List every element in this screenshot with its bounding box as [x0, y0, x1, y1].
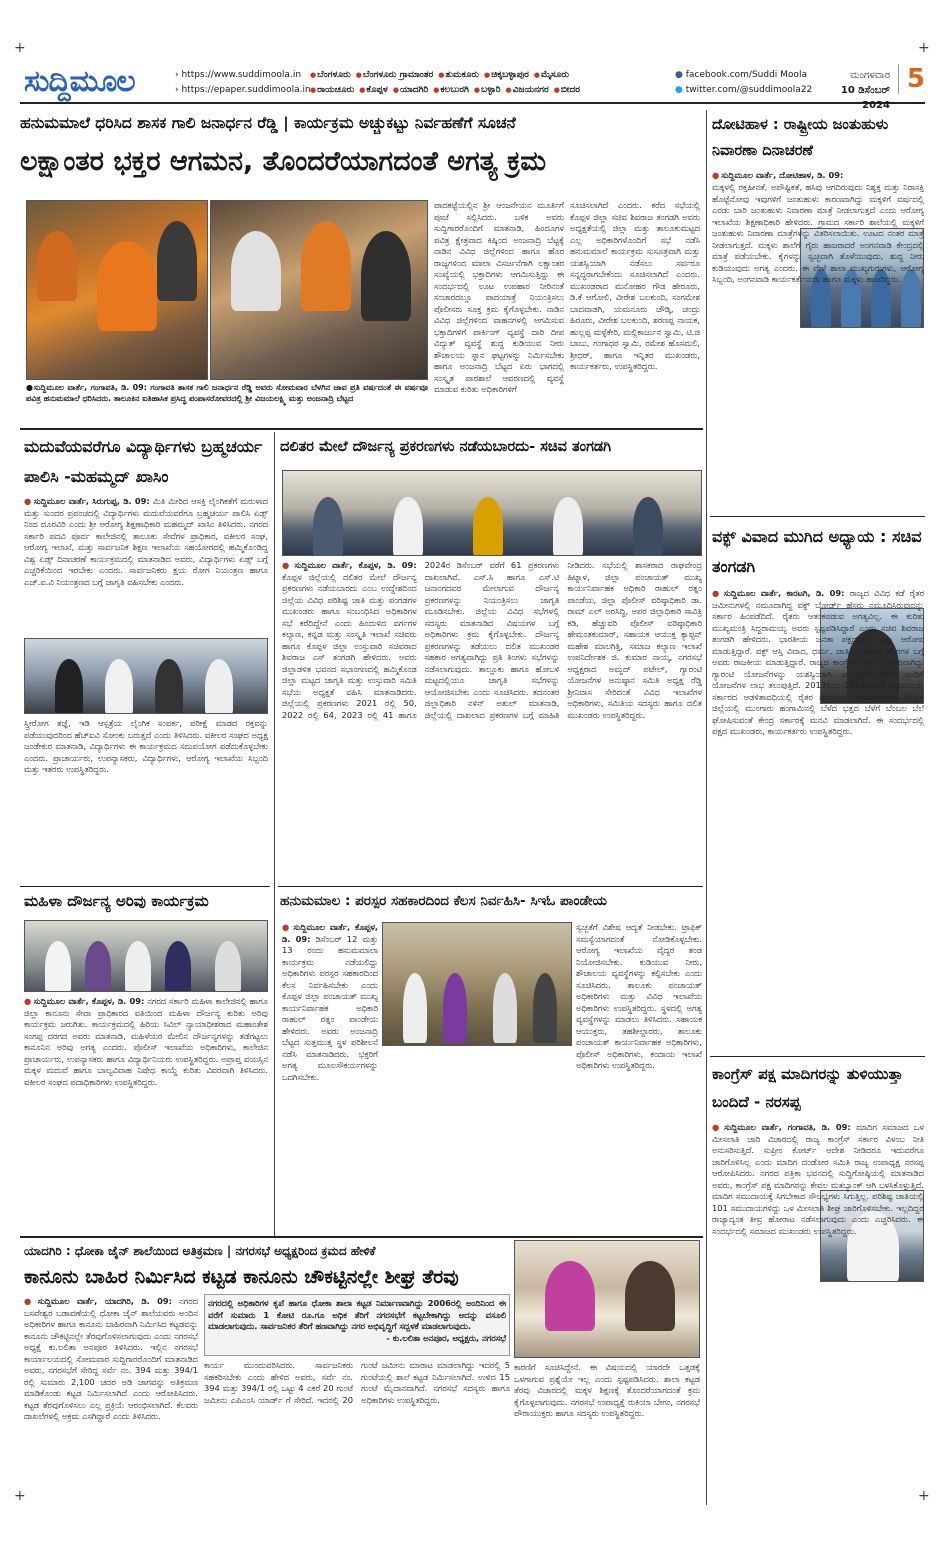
date-block: [810, 68, 890, 113]
brahmacharya-body-2: ಸ್ತ್ರೀರೋಗ ತಜ್ಞೆ, ಇಡಿ ಆಸ್ಪತ್ರೆಯ ಲೈಂಗಿಕ ಸಂಪರ್ಕ, ಪರೀಕ್ಷೆ ಮಾಡದ ರಕ್ತವನ್ನು ಪಡೆಯುವುದರಿಂದ ಹೆಚ್ಐವಿ ಸೋಂಕು ಬರುತ್ತದೆ ಎಂದು ತಿಳಿಸಿದರು. ವಕೀಲರ ಸಂಘದ ಅಧ್ಯಕ್ಷ ಜಂಡೇಕುರ ಮಾತನಾಡಿ, ವಿದ್ಯಾರ್ಥಿಗಳು ಈ ಕಾರ್ಯಕ್ರಮದ ಸದುಪಯೋಗ ಪಡೆದುಕೊಳ್ಳಬೇಕು ಎಂದರು. ಪ್ರಾಚಾರ್ಯರು, ಉಪನ್ಯಾಸಕರು, ವಿದ್ಯಾರ್ಥಿಗಳು, ಆರೋಗ್ಯ ಇಲಾಖೆಯ ಸಿಬ್ಬಂದಿ ಮತ್ತು ಇತರರು ಉಪಸ್ಥಿತರಿದ್ದರು.: [24, 718, 268, 774]
waqf-headline: ವಕ್ಫ್ ವಿವಾದ ಮುಗಿದ ಅಧ್ಯಾಯ : ಸಚಿವ ತಂಗಡಗಿ: [712, 527, 922, 576]
city: ● ಬೆಂಗಳೂರು: [310, 70, 351, 80]
mahila-headline: ಮಹಿಳಾ ದೌರ್ಜನ್ಯ ಅರಿವು ಕಾರ್ಯಕ್ರಮ: [24, 892, 209, 910]
lead-headline: ಲಕ್ಷಾಂತರ ಭಕ್ತರ ಆಗಮನ, ತೊಂದರೆಯಾಗದಂತೆ ಅಗತ್ಯ ಕ್ರಮ: [20, 146, 547, 177]
yadgir-quote-credit: - ಕು.ಲಲಿತಾ ಅನಪೂರ, ಅಧ್ಯಕ್ಷರು, ನಗರಸಭೆ: [386, 1332, 506, 1343]
website-link[interactable]: › https://www.suddimoola.in: [175, 70, 302, 80]
city-row-1: [310, 68, 670, 83]
yadgir-quote: ನಗರದಲ್ಲಿ ಅಧಿಕಾರಿಗಳ ಕೃಪೆ ಹಾಗೂ ಧೋಕಾ ಶಾಲಾ ಕಟ್ಟಡ ನಿರ್ಮಾಣವಾಗಿದ್ದು 2006ರಲ್ಲಿ ಅಂದಿನಿಂದ ಈ ವರೆಗೆ ಸುಮಾರು 1 ಕೋಟಿ ರೂ.ಗೂ ಅಧಿಕ ತೆರಿಗೆ ನಗರಸಭೆಗೆ ಕಟ್ಟಬೇಕಾಗಿದ್ದು ಅದನ್ನು ವಸೂಲಿ ಮಾಡಲಾಗುವುದು. ಸಾರ್ವಜನಿಕರ ತೆರಿಗೆ ಹಣವಾಗಿದ್ದು ನಗರ ಅಭಿವೃದ್ಧಿಗೆ ಸದ್ಬಳಕೆ ಮಾಡಲಾಗುವುದು. - ಕು.ಲಲಿತಾ ಅನಪೂರ, ಅಧ್ಯಕ್ಷರು, ನಗರಸಭೆ: [204, 1294, 510, 1356]
yadgir-body-1: ● ಸುದ್ದಿಮೂಲ ವಾರ್ತೆ, ಯಾದಗಿರಿ, ಡಿ. 09: ನಗರದ ಬಸವೇಶ್ವರ ಬಡಾವಣೆಯಲ್ಲಿ ಧೋಕಾ ಜೈನ್ ಶಾಲೆಯವರು ಅಂದಿನ ಅಧಿಕಾರಿಗಳ ಹಾಗೂ ಕಾನೂನು ಬಾಹಿರವಾಗಿ ನಿರ್ಮಿಸಿದ ಕಟ್ಟಡವನ್ನು ಕಾನೂನು ಚೌಕಟ್ಟಿನಲ್ಲೇ ತೆರವುಗೊಳಿಸಲಾಗುವುದು ಎಂದು ನಗರಸಭೆ ಅಧ್ಯಕ್ಷೆ ಕು.ಲಲಿತಾ ಅನಪೂರ ತಿಳಿಸಿದರು. ಇಲ್ಲಿನ ನಗರಸಭೆ ಕಾರ್ಯಾಲಯದಲ್ಲಿ ಸೋಮವಾರ ಸುದ್ದಿಗಾರರೊಂದಿಗೆ ಮಾತನಾಡಿದ ಅವರು, ನಗರಸಭೆಗೆ ಸೇರಿದ್ದ ಸರ್ವೆ ನಂ. 394 ಮತ್ತು 394/1 ರಲ್ಲಿ ಸುಮಾರು 2,100 ಚದರ ಅಡಿ ಜಾಗವನ್ನು ಅತಿಕ್ರಮಣ ಮಾಡಿಕೊಂಡು ಕಟ್ಟಡ ನಿರ್ಮಿಸಲಾಗಿದೆ ಎಂದು ಆರೋಪಿಸಿದರು. ಕಟ್ಟಡ ತೆರವುಗೊಳಿಸಲು ಎಲ್ಲ ಪ್ರಕ್ರಿಯೆ ಆರಂಭಿಸಲಾಗಿದೆ. ಕೆಲವರು ದಾಖಲೆಗಳಲ್ಲಿ ಅಕ್ರಮ ಎಸಗಿದ್ದಾರೆ ಎಂದು ತಿಳಿಸಿದರು.: [24, 1296, 198, 1502]
facebook-link[interactable]: ● facebook.com/Suddi Moola: [675, 70, 807, 80]
yadgir-body-3: ಕಾರಣಿಗೆ ಸೂಚಿಸಿದ್ದೇನೆ. ಈ ವಿಷಯದಲ್ಲಿ ಯಾರದೇ ಒತ್ತಡಕ್ಕೆ ಒಳಗಾಗುವ ಪ್ರಶ್ನೆಯೇ ಇಲ್ಲ ಎಂದು ಸ್ಪಷ್ಟಪಡಿಸಿದರು. ಶಾಲಾ ಕಟ್ಟಡ ತೆರವು ವಿಚಾರದಲ್ಲಿ ಮಕ್ಕಳ ಶಿಕ್ಷಣಕ್ಕೆ ತೊಂದರೆಯಾಗದಂತೆ ಕ್ರಮ ಕೈಗೊಳ್ಳಲಾಗುವುದು. ನಗರಸಭೆ ಉಪಾಧ್ಯಕ್ಷೆ ರುಕಿಯಾ ಬೇಗಂ, ನಗರಸಭೆ ಪೌರಾಯುಕ್ತರು ಹಾಗೂ ಸದಸ್ಯರು ಉಪಸ್ಥಿತರಿದ್ದರು.: [514, 1362, 700, 1418]
twitter-icon: ●: [675, 85, 683, 95]
city: ● ರಾಯಚೂರು: [310, 85, 354, 95]
crop-mark-tr: +: [918, 40, 930, 56]
yadgir-kicker: ಯಾದಗಿರಿ : ಧೋಕಾ ಜೈನ್ ಶಾಲೆಯಿಂದ ಅತಿಕ್ರಮಣ | ನಗರಸಭೆ ಅಧ್ಯಕ್ಷರಿಂದ ಕ್ರಮದ ಹೇಳಿಕೆ: [24, 1244, 376, 1258]
lead-photo: [26, 200, 208, 380]
masthead: [20, 60, 925, 111]
day: ಮಂಗಳವಾರ: [849, 70, 890, 81]
mahila-body: ● ಸುದ್ದಿಮೂಲ ವಾರ್ತೆ, ಕೊಪ್ಪಳ, ಡಿ. 09: ನಗರದ ಸರ್ಕಾರಿ ಮಹಿಳಾ ಕಾಲೇಜಿನಲ್ಲಿ ಹಾಗೂ ಜಿಲ್ಲಾ ಕಾನೂನು ಸೇವಾ ಪ್ರಾಧಿಕಾರದ ವತಿಯಿಂದ ಮಹಿಳಾ ದೌರ್ಜನ್ಯ ಕುರಿತು ಅರಿವು ಕಾರ್ಯಕ್ರಮ ಜರುಗಿತು. ಕಾರ್ಯಕ್ರಮದಲ್ಲಿ ಹಿರಿಯ ಸಿವಿಲ್ ನ್ಯಾಯಾಧೀಶರಾದ ಮಹಾಂತೇಶ ಸಂಗಪ್ಪ ದರಗದ ಅವರು ಮಾತನಾಡಿ, ಮಹಿಳೆಯರ ಮೇಲಿನ ದೌರ್ಜನ್ಯಗಳನ್ನು ತಡೆಗಟ್ಟಲು ಕಾನೂನಿನ ಅರಿವು ಅಗತ್ಯ ಎಂದರು. ಪೊಲೀಸ್ ಇಲಾಖೆಯ ಅಧಿಕಾರಿಗಳು, ಕಾಲೇಜಿನ ಪ್ರಾಚಾರ್ಯರು, ಉಪನ್ಯಾಸಕರು ಹಾಗೂ ವಿದ್ಯಾರ್ಥಿನಿಯರು ಉಪಸ್ಥಿತರಿದ್ದರು. ಅಪ್ರಾಪ್ತ ವಯಸ್ಸಿನ ಮಕ್ಕಳ ಮದುವೆ ಹಾಗೂ ಬಾಲ್ಯವಿವಾಹ ನಿಷೇಧ ಕಾಯ್ದೆ ಕುರಿತು ವಿವರವಾಗಿ ತಿಳಿಸಿದರು. ವಕೀಲರ ಸಂಘದ ಪದಾಧಿಕಾರಿಗಳು ಉಪಸ್ಥಿತರಿದ್ದರು.: [24, 996, 268, 1232]
dalit-body: ● ಸುದ್ದಿಮೂಲ ವಾರ್ತೆ, ಕೊಪ್ಪಳ, ಡಿ. 09: ಕೊಪ್ಪಳ ಜಿಲ್ಲೆಯಲ್ಲಿ ದಲಿತರ ಮೇಲೆ ದೌರ್ಜನ್ಯ ಪ್ರಕರಣಗಳು ನಡೆಯಬಾರದು ಎಂಬ ಉದ್ದೇಶದಿಂದ ಜಿಲ್ಲೆಯ ವಿವಿಧ ಪರಿಶಿಷ್ಟ ಜಾತಿ ಮತ್ತು ಪಂಗಡಗಳ ಮುಖಂಡರು ಹಾಗೂ ಸಂಬಂಧಿಸಿದ ಅಧಿಕಾರಿಗಳ ಸಭೆ ಕರೆದಿದ್ದೇನೆ ಎಂದು ಹಿಂದುಳಿದ ವರ್ಗಗಳ ಕಲ್ಯಾಣ, ಕನ್ನಡ ಮತ್ತು ಸಂಸ್ಕೃತಿ ಇಲಾಖೆ ಸಚಿವರು ಹಾಗೂ ಕೊಪ್ಪಳ ಜಿಲ್ಲಾ ಉಸ್ತುವಾರಿ ಸಚಿವರಾದ ಶಿವರಾಜ ಎಸ್ ತಂಗಡಗಿ ಹೇಳಿದರು. ಅವರು ಜಿಲ್ಲಾಡಳಿತ ಭವನದ ಸಭಾಂಗಣದಲ್ಲಿ ಹಮ್ಮಿಕೊಂಡ ಜಿಲ್ಲಾ ಮಟ್ಟದ ಜಾಗೃತಿ ಮತ್ತು ಉಸ್ತುವಾರಿ ಸಮಿತಿ ಸಭೆಯ ಅಧ್ಯಕ್ಷತೆ ವಹಿಸಿ ಮಾತನಾಡಿದರು. ಜಿಲ್ಲೆಯಲ್ಲಿ ಪ್ರಕರಣಗಳು 2021 ರಲ್ಲಿ 50, 2022 ರಲ್ಲಿ 64, 2023 ರಲ್ಲಿ 41 ಹಾಗೂ 2024ರ ಡಿಸೆಂಬರ್ ವರೆಗೆ 61 ಪ್ರಕರಣಗಳು ದಾಖಲಾಗಿವೆ. ಎಸ್.ಸಿ ಹಾಗೂ ಎಸ್.ಟಿ ಜನಾಂಗದವರ ಮೇಲಾಗುವ ದೌರ್ಜನ್ಯ ಪ್ರಕರಣಗಳನ್ನು ನಿಯಂತ್ರಿಸಲು ಜಾಗೃತಿ ಮೂಡಿಸಬೇಕು. ಜಿಲ್ಲೆಯ ವಿವಿಧ ಸಭೆಗಳಲ್ಲಿ ಸದಸ್ಯರು ಮಾತನಾಡಿದ ವಿಷಯಗಳ ಬಗ್ಗೆ ಅಧಿಕಾರಿಗಳು ಕ್ರಮ ಕೈಗೊಳ್ಳಬೇಕು. ದೌರ್ಜನ್ಯ ಪ್ರಕರಣಗಳನ್ನು ತಡೆಯಲು ದಲಿತ ಮುಖಂಡರ ಸಹಕಾರ ಅಗತ್ಯವಾಗಿದ್ದು ಪ್ರತಿ ತಿಂಗಳು ಸಭೆಗಳನ್ನು ನಡೆಸಲಾಗುವುದು. ತಾಲ್ಲೂಕು ಹಾಗೂ ಹೋಬಳಿ ಮಟ್ಟದಲ್ಲಿಯೂ ಜಾಗೃತಿ ಸಭೆಗಳನ್ನು ಆಯೋಜಿಸಬೇಕು ಎಂದು ಸೂಚಿಸಿದರು. ತದನಂತರ ಜಿಲ್ಲಾಧಿಕಾರಿ ನಳಿನ್ ಅತುಲ್ ಮಾತನಾಡಿ, ಜಿಲ್ಲೆಯಲ್ಲಿ ದಾಖಲಾದ ಪ್ರಕರಣಗಳ ಬಗ್ಗೆ ಮಾಹಿತಿ ನೀಡಿದರು. ಸಭೆಯಲ್ಲಿ ಶಾಸಕರಾದ ರಾಘವೇಂದ್ರ ಹಿಟ್ನಾಳ, ಜಿಲ್ಲಾ ಪಂಚಾಯತ್ ಮುಖ್ಯ ಕಾರ್ಯನಿರ್ವಾಹಕ ಅಧಿಕಾರಿ ರಾಹುಲ್ ರತ್ನಂ ಪಾಂಡೆಯ, ಜಿಲ್ಲಾ ಪೊಲೀಸ್ ವರಿಷ್ಠಾಧಿಕಾರಿ ಡಾ. ರಾಮ್ ಎಲ್ ಅರಸಿದ್ಧಿ, ಅಪರ ಜಿಲ್ಲಾಧಿಕಾರಿ ಸಾವಿತ್ರಿ ಕಡಿ, ಹೆಚ್ಚುವರಿ ಪೊಲೀಸ್ ವರಿಷ್ಠಾಧಿಕಾರಿ ಹೇಮಂತಕುಮಾರ್, ಸಹಾಯಕ ಆಯುಕ್ತ ಕ್ಯಾಪ್ಟನ್ ಮಹೇಶ ಮಾಲಗಿತ್ತಿ, ಸಮಾಜ ಕಲ್ಯಾಣ ಇಲಾಖೆ ಉಪನಿರ್ದೇಶಕ ಜಿ. ಕುಮಾರ ನಾಯ್ಕ, ನಗರಸಭೆ ಅಧ್ಯಕ್ಷರಾದ ಅಮ್ಜದ್ ಪಟೇಲ್, ಗ್ಯಾರಂಟಿ ಯೋಜನೆಗಳ ಅನುಷ್ಠಾನ ಸಮಿತಿ ಅಧ್ಯಕ್ಷ ರೆಡ್ಡಿ ಶ್ರೀನಿವಾಸ ಸೇರಿದಂತೆ ವಿವಿಧ ಇಲಾಖೆಗಳ ಅಧಿಕಾರಿಗಳು, ಸಮಿತಿಯ ಸದಸ್ಯರು ಹಾಗೂ ದಲಿತ ಮುಖಂಡರು ಉಪಸ್ಥಿತರಿದ್ದರು.: [282, 560, 702, 880]
lead-body-col2: ಸೂಚಿಸಲಾಗಿದೆ ಎಂದರು. ಕರೆದ ಸಭೆಯಲ್ಲಿ ಕೊಪ್ಪಳ ಜಿಲ್ಲಾ ಸಚಿವ ಶಿವರಾಜ ತಂಗಡಗಿ ಅವರು ಅಧ್ಯಕ್ಷತೆಯಲ್ಲಿ ಜಿಲ್ಲಾ ಮತ್ತು ತಾಲೂಕುಮಟ್ಟದ ಎಲ್ಲ ಅಧಿಕಾರಿಗಳೊಂದಿಗೆ ಸಭೆ ನಡೆಸಿ ಹನುಮಮಾಲೆ ಕಾರ್ಯಕ್ರಮ ಸುಸೂತ್ರವಾಗಿ ಮತ್ತು ಯಶಸ್ವಿಯಾಗಿ ನಡೆಸಲು ಸರ್ವರೂ ಸನ್ನದ್ಧರಾಗಬೇಕೆಂದು ಸೂಚಿಸಲಾಗಿದೆ ಎಂದರು. ಮುಖಂಡರಾದ ಮನೋಹರ ಗೌಡ ಹೇರೂರು, ಡಿ.ಕೆ ಆಗೋಲಿ, ವೀರೇಶ ಬಲಕುಂದಿ, ಸಂಗಮೇಶ ಬಾದವಾಡಗಿ, ಯಮನೂರು ಚೌಡ್ಕಿ, ಚಂದ್ರು ಹಿರೂರು, ವೀರೇಶ ಬಲಕುಂದಿ, ಶರಣಪ್ಪ ನಾಯಕ, ಹುಲ್ಲಪ್ಪ ಮಳ್ಳೆಕೇರಿ, ಮಲ್ಲಿಕಾರ್ಜುನ ಸ್ವಾಮಿ, ಟಿ.ಜಿ ಬಾಬು, ಗಂಗಾಧರ ಸ್ವಾಮಿ, ರಮೇಶ ಹೊಸಮಲಿ, ಶ್ರೀಧರ್, ಹಾಗೂ ಇನ್ನಿತರ ಮುಖಂಡರು, ಕಾರ್ಯಕರ್ತರು, ಉಪಸ್ಥಿತರಿದ್ದರು.: [570, 200, 700, 371]
brahmacharya-photo: [24, 638, 268, 714]
city: ● ಯಾದಗಿರಿ: [393, 85, 428, 95]
hanumamale-photo: [382, 922, 572, 1046]
city-list: [310, 68, 670, 98]
lead-kicker: ಹನುಮಮಾಲೆ ಧರಿಸಿದ ಶಾಸಕ ಗಾಲಿ ಜನಾರ್ಧನ ರೆಡ್ಡಿ | ಕಾರ್ಯಕ್ರಮ ಅಚ್ಚುಕಟ್ಟು ನಿರ್ವಹಣೆಗೆ ಸೂಚನೆ: [20, 114, 516, 132]
brahmacharya-body-1: ● ಸುದ್ದಿಮೂಲ ವಾರ್ತೆ, ಸಿರುಗುಪ್ಪ, ಡಿ. 09: ಮಿತಿ ಮೀರಿದ ಆಸಕ್ತಿ ಲೈಂಗಿಕತೆಗೆ ಮರುಳಾದ ಮತ್ತು ಸುಂದರ ಪ್ರಪಂಚದಲ್ಲಿ ವಿದ್ಯಾರ್ಥಿಗಳು ಮದುವೆಯವರೆಗೂ ಬ್ರಹ್ಮಚರ್ಯ ಪಾಲಿಸಿ ಏಡ್ಸ್ ನಿಂದ ದೂರವಿರಿ ಎಂದು ಶ್ರೀ ಆರೋಗ್ಯ ಶಿಕ್ಷಣಾಧಿಕಾರಿ ಮಹಮ್ಮದ್ ಖಾಸಿಂ ತಿಳಿಸಿದರು. ನಗರದ ಸರ್ಕಾರಿ ಪದವಿ ಪೂರ್ವ ಕಾಲೇಜಿನಲ್ಲಿ ತಾಲೂಕು ಸೇವೆಗಳ ಪ್ರಾಧಿಕಾರ, ವಕೀಲರ ಸಂಘ, ಆರೋಗ್ಯ ಇಲಾಖೆ, ಮತ್ತು ಸಾರ್ವಜನಿಕ ಶಿಕ್ಷಣ ಇಲಾಖೆಯ ಸಹಯೋಗದಲ್ಲಿ ಹಮ್ಮಿಕೊಂಡಿದ್ದ ವಿಶ್ವ ಏಡ್ಸ್ ದಿನಾಚರಣೆ ಕಾರ್ಯಕ್ರಮದಲ್ಲಿ ಮಾತನಾಡಿದ ಅವರು, ವಿದ್ಯಾರ್ಥಿಗಳು ಏಡ್ಸ್ ಬಗ್ಗೆ ಎಚ್ಚರಿಕೆಯಿಂದ ಇರಬೇಕು ಎಂದರು. ಸಾರ್ವಜನಿಕರು ಕ್ಷಯ ರೋಗ ನಿಯಂತ್ರಣ ಹಾಗೂ ಎಚ್.ಐ.ವಿ ನಿಯಂತ್ರಣದ ಬಗ್ಗೆ ಜಾಗೃತಿ ವಹಿಸಬೇಕು ಎಂದರು.: [24, 496, 268, 632]
lead-body-col1: ಪಾದಕಟ್ಟೆಯಲ್ಲಿನ ಶ್ರೀ ಆಂಜನೇಯನ ಮೂರ್ತಿಗೆ ಪೂಜೆ ಸಲ್ಲಿಸಿದರು. ಬಳಿಕ ಅವರು ಸುದ್ದಿಗಾರರೊಂದಿಗೆ ಮಾತನಾಡಿ, ಹಿಂದೂಗಳ ಪವಿತ್ರ ಕ್ಷೇತ್ರವಾದ ಕಿಷ್ಕಿಂದ ಅಂಜನಾದ್ರಿ ಬೆಟ್ಟಕ್ಕೆ ನಾಡಿನ ವಿವಿಧ ಜಿಲ್ಲೆಗಳಿಂದ ಹಾಗೂ ಹೊರ ರಾಜ್ಯಗಳಿಂದ ಮಾಲಾ ವಿಸರ್ಜನೆಗಾಗಿ ಲಕ್ಷಾಂತರ ಸಂಖ್ಯೆಯಲ್ಲಿ ಭಕ್ತಾದಿಗಳು ಆಗಮಿಸುತ್ತಿದ್ದು ಈ ಸಂದರ್ಭದಲ್ಲಿ ಊಟ ಉಪಹಾರ ನೀರಿನಂತೆ ಸಂಚಾರದಲ್ಲೂ ಪಾದಯಾತ್ರೆ ನಿಯಂತ್ರಿಸಲು ಪೊಲೀಸರು ಸೂಕ್ತ ಕ್ರಮ ಕೈಗೊಳ್ಳಬೇಕು. ನಾಡಿನ ವಿವಿಧ ಜಿಲ್ಲೆಗಳಿಂದ ವಾಹನಗಳಲ್ಲಿ ಆಗಮಿಸುವ ಭಕ್ತಾದಿಗಳಿಗೆ ಪಾರ್ಕಿಂಗ್ ವ್ಯವಸ್ಥೆ ದಾರಿ ದೀಪ ವಿದ್ಯುತ್ ವ್ಯವಸ್ಥೆ ಶುದ್ಧ ಕುಡಿಯುವ ನೀರು ಶೌಚಾಲಯ ಸ್ನಾನ ಘಟ್ಟಗಳನ್ನು ನಿರ್ಮಿಸಬೇಕು ಹಾಗೂ ಅಂಜನಾದ್ರಿ ಬೆಟ್ಟದ ಏರು ಭಾಗದಲ್ಲಿ ಸಂಸ್ಕೃತ ಪಾಠಶಾಲೆ ಆವರಣದಲ್ಲಿ ವ್ಯವಸ್ಥೆ ಮಾಡುವ ಕುರಿತು ಅಧಿಕಾರಿಗಳಿಗೆ: [434, 200, 564, 394]
crop-mark-tl: +: [14, 40, 26, 56]
page-number: 5: [898, 64, 925, 94]
dalit-headline: ದಲಿತರ ಮೇಲೆ ದೌರ್ಜನ್ಯ ಪ್ರಕರಣಗಳು ನಡೆಯಬಾರದು- ಸಚಿವ ತಂಗಡಗಿ: [280, 439, 612, 455]
hanumamale-body-1: ● ಸುದ್ದಿಮೂಲ ವಾರ್ತೆ, ಕೊಪ್ಪಳ, ಡಿ. 09: ಡಿಸೆಂಬರ್ 12 ಮತ್ತು 13 ರಂದು ಹನುಮಮಾಲಾ ಕಾರ್ಯಕ್ರಮ ನಡೆಯಲಿದ್ದು ಅಧಿಕಾರಿಗಳು ಪರಸ್ಪರ ಸಹಕಾರದಿಂದ ಕೆಲಸ ನಿರ್ವಹಿಸಬೇಕು ಎಂದು ಕೊಪ್ಪಳ ಜಿಲ್ಲಾ ಪಂಚಾಯತ್ ಮುಖ್ಯ ಕಾರ್ಯನಿರ್ವಾಹಕ ಅಧಿಕಾರಿ ರಾಹುಲ್ ರತ್ನಂ ಪಾಂಡೇಯ ಹೇಳಿದರು. ಅವರು ಅಂಜನಾದ್ರಿ ಬೆಟ್ಟದ ಸುತ್ತಮುತ್ತ ಸ್ಥಳ ಪರಿಶೀಲನೆ ನಡೆಸಿ ಮಾತನಾಡಿದರು. ಭಕ್ತರಿಗೆ ಅಗತ್ಯ ಮೂಲಸೌಕರ್ಯಗಳನ್ನು ಒದಗಿಸಬೇಕು.: [282, 922, 378, 1232]
city-row-2: [310, 83, 670, 98]
hanumamale-body-2: ಸ್ವಚ್ಛತೆಗೆ ವಿಶೇಷ ಆದ್ಯತೆ ನೀಡಬೇಕು. ಟ್ರಾಫಿಕ್ ಸಮಸ್ಯೆಯಾಗದಂತೆ ನೋಡಿಕೊಳ್ಳಬೇಕು. ಆರೋಗ್ಯ ಇಲಾಖೆಯ ವೈದ್ಯರ ತಂಡ ನಿಯೋಜಿಸಬೇಕು. ಕುಡಿಯುವ ನೀರು, ಶೌಚಾಲಯ ವ್ಯವಸ್ಥೆಗಳನ್ನು ಕಲ್ಪಿಸಬೇಕು ಎಂದು ಸೂಚಿಸಿದರು. ತಾಲೂಕು ಪಂಚಾಯತ್ ಅಧಿಕಾರಿಗಳು ಮತ್ತು ವಿವಿಧ ಇಲಾಖೆಯ ಅಧಿಕಾರಿಗಳು ಉಪಸ್ಥಿತರಿದ್ದರು. ಸ್ಥಳದಲ್ಲಿ ಅಗತ್ಯ ವ್ಯವಸ್ಥೆಗಳನ್ನು ಮಾಡಲು ತಿಳಿಸಿದರು. ಸಹಾಯಕ ಆಯುಕ್ತರು, ತಹಶೀಲ್ದಾರರು, ತಾಲೂಕು ಪಂಚಾಯತ್ ಕಾರ್ಯನಿರ್ವಾಹಕ ಅಧಿಕಾರಿಗಳು, ಪೊಲೀಸ್ ಅಧಿಕಾರಿಗಳು, ಕಂದಾಯ ಇಲಾಖೆ ಅಧಿಕಾರಿಗಳು ಉಪಸ್ಥಿತರಿದ್ದರು.: [576, 922, 702, 1070]
date: 10 ಡಿಸೆಂಬರ್ 2024: [840, 85, 890, 111]
dalit-photo: [282, 470, 702, 556]
city: ● ತುಮಕೂರು: [438, 70, 479, 80]
brahmacharya-headline: ಮದುವೆಯವರೆಗೂ ವಿದ್ಯಾರ್ಥಿಗಳು ಬ್ರಹ್ಮಚರ್ಯ ಪಾಲಿಸಿ -ಮಹಮ್ಮದ್ ಖಾಸಿಂ: [24, 437, 263, 486]
city: ● ಬೆಂಗಳೂರು ಗ್ರಾಮಾಂತರ: [356, 70, 434, 80]
city: ● ಬೀದರ: [554, 85, 580, 95]
city: ● ಚಿಕ್ಕಬಳ್ಳಾಪುರ: [484, 70, 529, 80]
masthead-urls: [175, 68, 311, 98]
lead-caption: ●ಸುದ್ದಿಮೂಲ ವಾರ್ತೆ, ಗಂಗಾವತಿ, ಡಿ. 09: ಗಂಗಾವತಿ ಶಾಸಕ ಗಾಲಿ ಜನಾರ್ಧನ ರೆಡ್ಡಿ ಅವರು ಸೋಮವಾರ ಬೆಳಗಿನ ಜಾವ ಪ್ರತಿ ವರ್ಷದಂತೆ ಈ ವರ್ಷವೂ ಪವಿತ್ರ ಹನುಮಮಾಲೆ ಧರಿಸಿದರು. ತಾಲೂಕಿನ ಐತಿಹಾಸಿಕ ಪ್ರಸಿದ್ಧ ಪಂಪಾಸರೋವರದಲ್ಲಿ ಶ್ರೀ ವಿಜಯಲಕ್ಷ್ಮಿ ಮತ್ತು ಅಂಜನಾದ್ರಿ ಬೆಟ್ಟದ: [26, 383, 428, 403]
yadgir-photo: [514, 1240, 700, 1358]
yadgir-headline: ಕಾನೂನು ಬಾಹಿರ ನಿರ್ಮಿಸಿದ ಕಟ್ಟಡ ಕಾನೂನು ಚೌಕಟ್ಟಿನಲ್ಲೇ ಶೀಘ್ರ ತೆರವು: [24, 1266, 459, 1288]
hanumamale-headline: ಹನುಮಮಾಲ : ಪರಸ್ಪರ ಸಹಕಾರದಿಂದ ಕೆಲಸ ನಿರ್ವಹಿಸಿ- ಸಿಇಓ ಪಾಂಡೇಯ: [280, 893, 607, 909]
lead-photo-2: [210, 200, 428, 380]
crop-mark-bl: +: [14, 1488, 26, 1504]
city: ● ಬಳ್ಳಾರಿ: [474, 85, 501, 95]
city: ● ಕಲಬುರಗಿ: [433, 85, 469, 95]
yadgir-body-2: ಕಾರ್ಯ ಮುಂದುವರಿಸಿದರು. ಸಾರ್ವಜನಿಕರು ಸಹಕರಿಸಬೇಕು ಎಂದು ಹೇಳಿದ ಅವರು, ಸರ್ವೆ ನಂ. 394 ಮತ್ತು 394/1 ರಲ್ಲಿ ಒಟ್ಟು 4 ಎಕರೆ 20 ಗುಂಟೆ ಜಮೀನು ಎಪಿಎಂಸಿ ಯಾರ್ಡ್ ಗೆ ಸೇರಿದೆ. ಇದರಲ್ಲಿ 20 ಗುಂಟೆ ಜಮೀನು ಮಾರಾಟ ಮಾಡಲಾಗಿದ್ದು ಇದರಲ್ಲಿ 5 ಗುಂಟೆಯಲ್ಲಿ ಶಾಲೆ ಕಟ್ಟಡ ನಿರ್ಮಿಸಲಾಗಿದೆ. ಉಳಿದ 15 ಗುಂಟೆ ಮೈದಾನವಾಗಿದೆ. ನಗರಸಭೆ ಸದಸ್ಯರು ಹಾಗೂ ಅಧಿಕಾರಿಗಳು ಉಪಸ್ಥಿತರಿದ್ದರು.: [204, 1360, 510, 1405]
dotihal-headline: ದೋಟಿಹಾಳ : ರಾಷ್ಟ್ರೀಯ ಜಂತುಹುಳು ನಿವಾರಣಾ ದಿನಾಚರಣೆ: [712, 117, 889, 159]
epaper-link[interactable]: › https://epaper.suddimoola.in: [175, 85, 311, 95]
facebook-icon: ●: [675, 70, 683, 80]
newspaper-page: [20, 60, 925, 1505]
dotihal-body-top: ● ಸುದ್ದಿಮೂಲ ವಾರ್ತೆ, ದೋಟಿಹಾಳ, ಡಿ. 09:: [712, 170, 924, 226]
city: ● ಕೊಪ್ಪಳ: [359, 85, 388, 95]
mahila-photo: [24, 920, 268, 992]
social-links: [675, 68, 812, 98]
city: ● ವಿಜಯನಗರ: [505, 85, 548, 95]
waqf-body: ● ಸುದ್ದಿಮೂಲ ವಾರ್ತೆ, ಕಾರಟಗಿ, ಡಿ. 09: ರಾಜ್ಯದ ವಿವಿಧ ಕಡೆ ರೈತರ ಜಮೀನುಗಳಲ್ಲಿ ನಮೂದಾಗಿದ್ದ ವಕ್ಫ್ ಬೋರ್ಡ್ ಹೆಸರು ನಮೂದಿಸಿರುವುದನ್ನು ಸರ್ಕಾರ ಹಿಂಪಡೆದಿದೆ. ರೈತರು ಆತಂಕಪಡುವ ಅಗತ್ಯವಿಲ್ಲ. ಈ ಕುರಿತು ಮುಖ್ಯಮಂತ್ರಿ ಸಿದ್ದರಾಮಯ್ಯ ಅವರು ಸ್ಪಷ್ಟಪಡಿಸಿದ್ದಾರೆ ಎಂದು ಸಚಿವ ಶಿವರಾಜ ತಂಗಡಗಿ ಹೇಳಿದರು. ಭಾರತೀಯ ಜನತಾ ಪಕ್ಷದವರು ಸುಳ್ಳು ಆರೋಪ ಮಾಡುತ್ತಿದ್ದಾರೆ. ವಕ್ಫ್ ಆಸ್ತಿ ವಿವಾದ, ಧರ್ಮ, ಜಾತಿ, ದೇವಸ್ಥಾನ, ಮಠಗಳ ಬಗ್ಗೆ ಅವರು ರಾಜಕೀಯ ಮಾಡುತ್ತಿದ್ದಾರೆ. ರಾಜ್ಯದ ಕಾಂಗ್ರೆಸ್ ಸರ್ಕಾರ ಜನಪರವಾಗಿದ್ದು ಗ್ಯಾರಂಟಿ ಯೋಜನೆಗಳನ್ನು ಯಶಸ್ವಿಯಾಗಿ ಅನುಷ್ಠಾನಗೊಳಿಸಿದೆ. ಜನರಿಗೆ ಯೋಜನೆಗಳ ಲಾಭ ತಲುಪುತ್ತಿದೆ. 2013ರಿಂದ 2018ರವರೆಗೆ ಸಿದ್ದರಾಮಯ್ಯ ಸರ್ಕಾರದ ಆಡಳಿತಾವಧಿಯಲ್ಲಿ ರೈತರ ಸಾಲಮನ್ನಾ ಮಾಡಲಾಯಿತು. ಕೊಪ್ಪಳ ಜಿಲ್ಲೆಯಲ್ಲಿ ಮುಂಗಾರು ಹಂಗಾಮಿನಲ್ಲಿ ಬೆಳೆದ ಭತ್ತದ ಬೆಳೆಗೆ ಬೆಂಬಲ ಬೆಲೆ ಘೋಷಿಸುವಂತೆ ಕೇಂದ್ರ ಸರ್ಕಾರಕ್ಕೆ ಮನವಿ ಮಾಡಲಾಗಿದೆ. ಈ ಸಂದರ್ಭದಲ್ಲಿ ಪಕ್ಷದ ಮುಖಂಡರು, ಕಾರ್ಯಕರ್ತರು ಉಪಸ್ಥಿತರಿದ್ದರು.: [712, 588, 924, 1050]
logo: ಸುದ್ದಿಮೂಲ: [24, 64, 135, 99]
dotihal-body: ಮಕ್ಕಳಲ್ಲಿ ರಕ್ತಹೀನತೆ, ಅಪೌಷ್ಟಿಕತೆ, ಹಸಿವು ಆಗದಿರುವುದು ನಿಶ್ಯಕ್ತ ಮತ್ತು ನಿರಾಸಕ್ತಿ ಹೊಟ್ಟೆನೋವು ಇವುಗಳಿಗೆ ಜಂತುಹುಳು ಕಾರಣವಾಗಿದ್ದು ಮಕ್ಕಳಿಗೆ ವರ್ಷದಲ್ಲಿ ಎರಡು ಬಾರಿ ಜಂತುಹುಳು ನಿವಾರಣಾ ಮಾತ್ರೆ ನೀಡಲಾಗುತ್ತದೆ ಎಂದು ಆರೋಗ್ಯ ಇಲಾಖೆಯ ಶಿಕ್ಷಣಾಧಿಕಾರಿ ಹೇಳಿದರು. ಗ್ರಾಮದ ಸರ್ಕಾರಿ ಶಾಲೆಯಲ್ಲಿ ಮಕ್ಕಳಿಗೆ ಜಂತುಹುಳು ನಿವಾರಣಾ ಮಾತ್ರೆಗಳನ್ನು ವಿತರಿಸಲಾಯಿತು. ಊಟದ ನಂತರ ಮಾತ್ರೆ ನೀಡಲಾಗುತ್ತದೆ. ಮಕ್ಕಳು ಶಾಲೆಗೆ ಗೈರು ಹಾಜರಾದರೆ ಅಂಗನವಾಡಿ ಕೇಂದ್ರದಲ್ಲಿ ಮಾತ್ರೆ ಪಡೆಯಬೇಕು. ಕೈಗಳನ್ನು ಸ್ವಚ್ಛವಾಗಿ ತೊಳೆಯುವುದು, ಶುದ್ಧ ನೀರು ಕುಡಿಯುವುದು ಅಗತ್ಯ ಎಂದರು. ಈ ವೇಳೆ ಶಾಲಾ ಮುಖ್ಯಗುರುಗಳು, ಆರೋಗ್ಯ ಸಿಬ್ಬಂದಿ, ಅಂಗನವಾಡಿ ಕಾರ್ಯಕರ್ತೆಯರು ಹಾಗೂ ಮಕ್ಕಳು ಹಾಜರಿದ್ದರು.: [712, 182, 924, 284]
congress-body: ● ಸುದ್ದಿಮೂಲ ವಾರ್ತೆ, ಗಂಗಾವತಿ, ಡಿ. 09: ಮಾದಿಗ ಸಮಾಜದ ಒಳ ಮೀಸಲಾತಿ ಜಾರಿ ವಿಚಾರದಲ್ಲಿ ರಾಜ್ಯ ಕಾಂಗ್ರೆಸ್ ಸರ್ಕಾರ ವಿಳಂಬ ನೀತಿ ಅನುಸರಿಸುತ್ತಿದೆ. ಸುಪ್ರೀಂ ಕೋರ್ಟ್ ಆದೇಶ ನೀಡಿದರೂ ಇದುವರೆಗೂ ಜಾರಿಗೊಳಿಸಿಲ್ಲ ಎಂದು ಮಾದಿಗ ದಂಡೋರ ಸಮಿತಿ ರಾಜ್ಯ ಉಪಾಧ್ಯಕ್ಷ ನರಸಪ್ಪ ಆರೋಪಿಸಿದರು. ನಗರದ ಪತ್ರಿಕಾ ಭವನದಲ್ಲಿ ಸುದ್ದಿಗೋಷ್ಠಿಯಲ್ಲಿ ಮಾತನಾಡಿದ ಅವರು, ಕಾಂಗ್ರೆಸ್ ಪಕ್ಷ ಮಾದಿಗರನ್ನು ಕೇವಲ ಮತಬ್ಯಾಂಕ್ ಆಗಿ ಬಳಸಿಕೊಳ್ಳುತ್ತಿದೆ. ಮಾದಿಗ ಸಮುದಾಯಕ್ಕೆ ಸಿಗಬೇಕಾದ ಸೌಲಭ್ಯಗಳು ಸಿಗುತ್ತಿಲ್ಲ. ಪರಿಶಿಷ್ಟ ಜಾತಿಯಲ್ಲಿ 101 ಸಮುದಾಯಗಳಿದ್ದು ಒಳ ಮೀಸಲಾತಿ ಶೀಘ್ರ ಜಾರಿಗೊಳಿಸಬೇಕು. ಇಲ್ಲದಿದ್ದರೆ ರಾಜ್ಯಾದ್ಯಂತ ತೀವ್ರ ಹೋರಾಟ ನಡೆಸಲಾಗುವುದು ಎಂದು ಎಚ್ಚರಿಸಿದರು. ಈ ಸಂದರ್ಭದಲ್ಲಿ ಸಮಾಜದ ಮುಖಂಡರು ಉಪಸ್ಥಿತರಿದ್ದರು.: [712, 1122, 924, 1502]
twitter-link[interactable]: ● twitter.com/@suddimoola22: [675, 85, 813, 95]
congress-headline: ಕಾಂಗ್ರೆಸ್ ಪಕ್ಷ ಮಾದಿಗರನ್ನು ತುಳಿಯುತ್ತಾ ಬಂದಿದೆ - ನರಸಪ್ಪ: [712, 1065, 903, 1111]
crop-mark-br: +: [918, 1488, 930, 1504]
city: ● ಮೈಸೂರು: [534, 70, 569, 80]
